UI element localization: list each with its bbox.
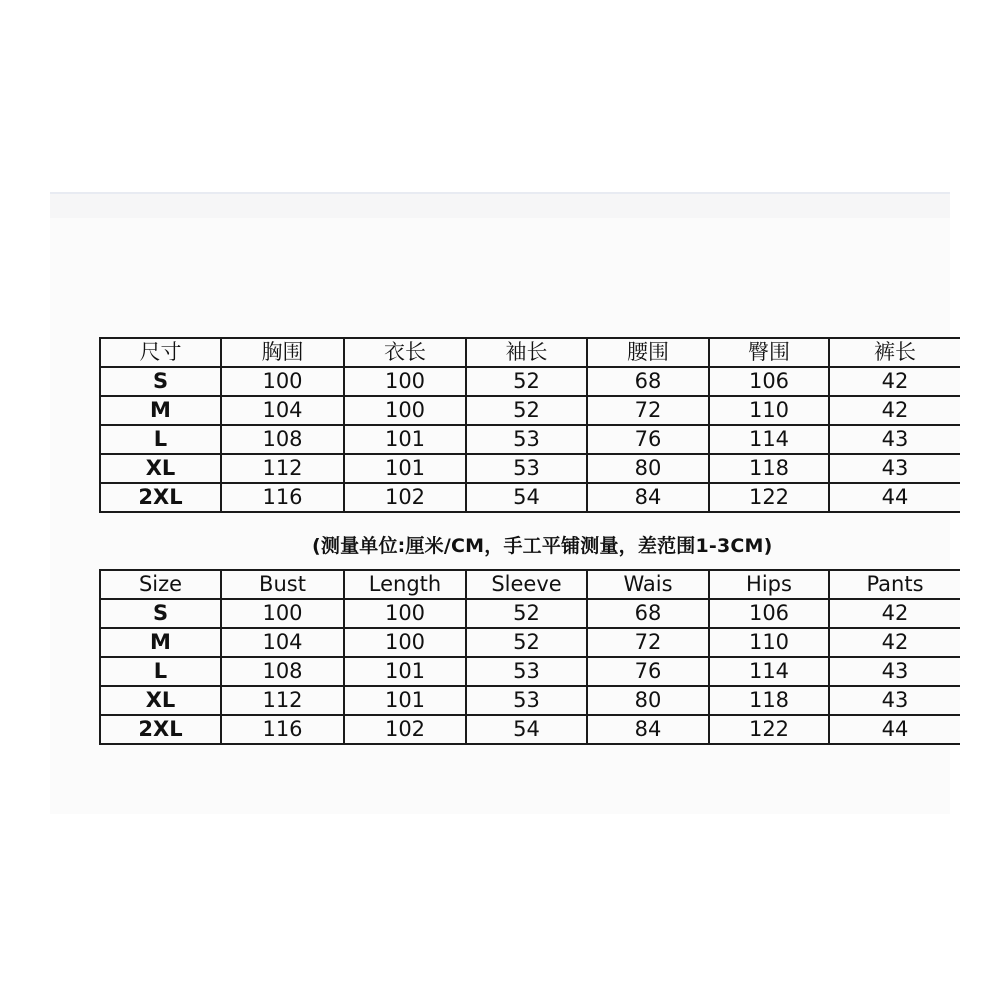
bust-cell: 100 [221, 599, 344, 628]
waist-cell: 68 [587, 367, 709, 396]
table-row [100, 599, 960, 628]
sleeve-cell: 53 [466, 657, 587, 686]
measurement-note: (测量单位:厘米/CM，手工平铺测量，差范围1-3CM) [312, 535, 773, 557]
length-cell: 101 [344, 454, 466, 483]
bust-cell: 100 [221, 367, 344, 396]
sleeve-cell: 53 [466, 454, 587, 483]
table-row [100, 715, 960, 744]
header-cell-pants: 裤长 [829, 338, 960, 367]
bust-cell: 108 [221, 657, 344, 686]
waist-cell: 72 [587, 628, 709, 657]
sleeve-cell: 53 [466, 686, 587, 715]
header-cell-waist: 腰围 [587, 338, 709, 367]
length-cell: 101 [344, 425, 466, 454]
pants-cell: 42 [829, 628, 960, 657]
size-cell: L [100, 425, 221, 454]
bust-cell: 116 [221, 715, 344, 744]
hips-cell: 114 [709, 425, 829, 454]
bust-cell: 108 [221, 425, 344, 454]
header-cell-bust: Bust [221, 570, 344, 599]
header-cell-hips: Hips [709, 570, 829, 599]
length-cell: 100 [344, 599, 466, 628]
size-cell: M [100, 628, 221, 657]
length-cell: 101 [344, 657, 466, 686]
size-cell: 2XL [100, 715, 221, 744]
pants-cell: 43 [829, 454, 960, 483]
waist-cell: 84 [587, 483, 709, 512]
header-cell-size: 尺寸 [100, 338, 221, 367]
length-cell: 100 [344, 396, 466, 425]
waist-cell: 76 [587, 425, 709, 454]
table-row [100, 367, 960, 396]
hips-cell: 122 [709, 483, 829, 512]
length-cell: 101 [344, 686, 466, 715]
pants-cell: 44 [829, 715, 960, 744]
sleeve-cell: 52 [466, 628, 587, 657]
header-cell-sleeve: Sleeve [466, 570, 587, 599]
size-cell: 2XL [100, 483, 221, 512]
header-cell-sleeve: 袖长 [466, 338, 587, 367]
hips-cell: 114 [709, 657, 829, 686]
table-row [100, 628, 960, 657]
table-row [100, 657, 960, 686]
header-cell-hips: 臀围 [709, 338, 829, 367]
pants-cell: 42 [829, 599, 960, 628]
length-cell: 100 [344, 628, 466, 657]
panel-header-band [50, 194, 950, 218]
hips-cell: 118 [709, 454, 829, 483]
header-cell-waist: Wais [587, 570, 709, 599]
size-table-chinese [99, 337, 960, 513]
pants-cell: 43 [829, 425, 960, 454]
hips-cell: 106 [709, 367, 829, 396]
length-cell: 100 [344, 367, 466, 396]
sleeve-cell: 53 [466, 425, 587, 454]
bust-cell: 104 [221, 396, 344, 425]
waist-cell: 68 [587, 599, 709, 628]
hips-cell: 110 [709, 628, 829, 657]
length-cell: 102 [344, 483, 466, 512]
waist-cell: 76 [587, 657, 709, 686]
pants-cell: 43 [829, 686, 960, 715]
bust-cell: 112 [221, 454, 344, 483]
hips-cell: 118 [709, 686, 829, 715]
table-row [100, 483, 960, 512]
pants-cell: 44 [829, 483, 960, 512]
sleeve-cell: 52 [466, 599, 587, 628]
bust-cell: 104 [221, 628, 344, 657]
bust-cell: 116 [221, 483, 344, 512]
header-cell-bust: 胸围 [221, 338, 344, 367]
pants-cell: 42 [829, 396, 960, 425]
sleeve-cell: 52 [466, 367, 587, 396]
pants-cell: 42 [829, 367, 960, 396]
size-cell: XL [100, 454, 221, 483]
sleeve-cell: 54 [466, 483, 587, 512]
waist-cell: 80 [587, 686, 709, 715]
hips-cell: 106 [709, 599, 829, 628]
header-cell-length: Length [344, 570, 466, 599]
table-row [100, 454, 960, 483]
bust-cell: 112 [221, 686, 344, 715]
header-cell-length: 衣长 [344, 338, 466, 367]
sleeve-cell: 52 [466, 396, 587, 425]
table-header-row [100, 570, 960, 599]
sleeve-cell: 54 [466, 715, 587, 744]
hips-cell: 110 [709, 396, 829, 425]
size-cell: S [100, 367, 221, 396]
waist-cell: 72 [587, 396, 709, 425]
pants-cell: 43 [829, 657, 960, 686]
table-header-row [100, 338, 960, 367]
length-cell: 102 [344, 715, 466, 744]
hips-cell: 122 [709, 715, 829, 744]
waist-cell: 80 [587, 454, 709, 483]
table-row [100, 425, 960, 454]
table-row [100, 396, 960, 425]
table-row [100, 686, 960, 715]
waist-cell: 84 [587, 715, 709, 744]
size-cell: M [100, 396, 221, 425]
size-cell: XL [100, 686, 221, 715]
size-cell: S [100, 599, 221, 628]
size-cell: L [100, 657, 221, 686]
header-cell-pants: Pants [829, 570, 960, 599]
size-table-english [99, 569, 960, 745]
header-cell-size: Size [100, 570, 221, 599]
